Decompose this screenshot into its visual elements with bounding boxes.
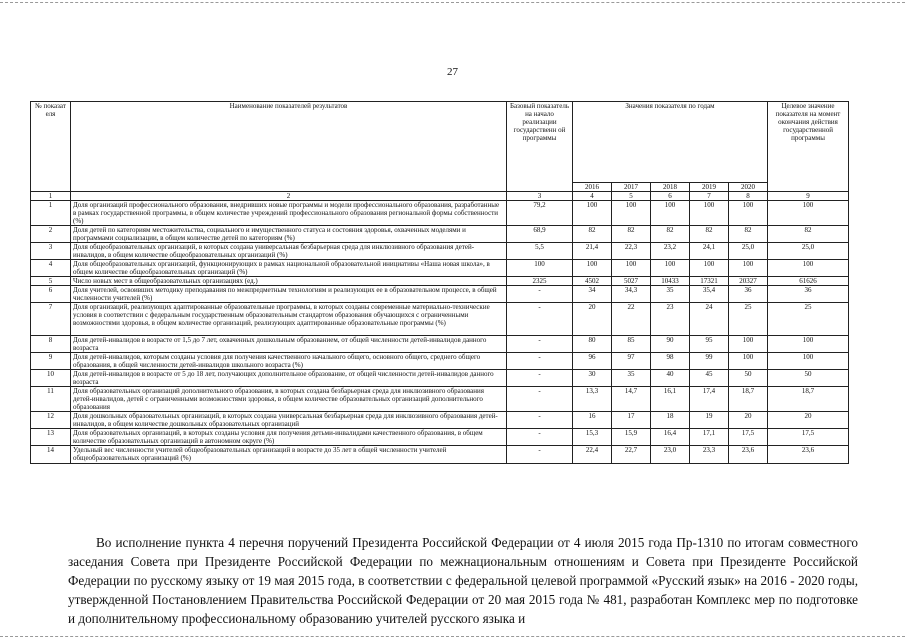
row-number: 8 <box>31 336 71 353</box>
indicator-name: Доля детей-инвалидов в возрасте от 5 до 18 лет, получающих дополнительное образование, от общей численности детей-инвалидов данного возраста <box>71 370 507 387</box>
indicator-name: Доля образовательных организаций дополнительного образования, в которых создана безбарьерная среда для инклюзивного образования детей-инвалидов, детей с ограниченными возможностями здоровья, в общем количестве образовательных организаций дополнительного образования <box>71 387 507 412</box>
value-2019: 45 <box>690 370 729 387</box>
value-2018: 16,4 <box>651 429 690 446</box>
base-value: - <box>507 286 573 303</box>
base-value: - <box>507 446 573 464</box>
target-value: 25 <box>768 303 849 336</box>
header-num: № показат еля <box>31 102 71 192</box>
body-paragraph: Во исполнение пункта 4 перечня поручений Президента Российской Федерации от 4 июля 2015 года Пр-1310 по итогам совместного заседания Совета при Президенте Российской Федерации по межнациональным отношениям и Совета при Президенте Российской Федерации по русскому языку от 19 мая 2015 года, в соответствии с федеральной целевой программой «Русский язык» на 2016 - 2020 годы, утвержденной Постановлением Правительства Российской Федерации от 20 мая 2015 года № 481, разработан Комплекс мер по подготовке и дополнительному профессиональному образованию учителей русского языка и <box>68 535 858 626</box>
column-number: 9 <box>768 192 849 201</box>
value-2016: 30 <box>573 370 612 387</box>
table-row <box>31 336 849 353</box>
indicator-name: Доля дошкольных образовательных организаций, в которых создана универсальная безбарьерная среда для инклюзивного образования детей-инвалидов, в общем количестве дошкольных образовательных организаций <box>71 412 507 429</box>
value-2017: 15,9 <box>612 429 651 446</box>
base-value: - <box>507 412 573 429</box>
value-2016: 15,3 <box>573 429 612 446</box>
value-2018: 35 <box>651 286 690 303</box>
value-2016: 22,4 <box>573 446 612 464</box>
indicator-name: Доля детей-инвалидов в возрасте от 1,5 до 7 лет, охваченных дошкольным образованием, от общей численности детей-инвалидов данного возраста <box>71 336 507 353</box>
table-row <box>31 201 849 226</box>
base-value: - <box>507 303 573 336</box>
indicator-name: Доля детей-инвалидов, которым созданы условия для получения качественного начального общего, основного общего, среднего общего образования, в общей численности детей-инвалидов школьного возраста (%) <box>71 353 507 370</box>
target-value: 18,7 <box>768 387 849 412</box>
row-number: 1 <box>31 201 71 226</box>
value-2020: 50 <box>729 370 768 387</box>
row-number: 4 <box>31 260 71 277</box>
target-value: 100 <box>768 336 849 353</box>
value-2019: 23,3 <box>690 446 729 464</box>
value-2020: 23,6 <box>729 446 768 464</box>
base-value: 79,2 <box>507 201 573 226</box>
table-row <box>31 260 849 277</box>
value-2018: 23 <box>651 303 690 336</box>
page-number: 27 <box>447 66 458 78</box>
value-2018: 100 <box>651 260 690 277</box>
value-2019: 24 <box>690 303 729 336</box>
indicator-name: Доля организаций, реализующих адаптированные образовательные программы, в которых созданы современные материально-технические условия в соответствии с федеральным государственным образовательным стандартом образования обучающихся с ограниченными возможностями здоровья, в общем количестве организаций, реализующих адаптированные образовательные программы (%) <box>71 303 507 336</box>
value-2017: 34,3 <box>612 286 651 303</box>
row-number: 12 <box>31 412 71 429</box>
base-value: 5,5 <box>507 243 573 260</box>
results-table <box>30 101 849 464</box>
indicator-name: Доля организаций профессионального образования, внедривших новые программы и модели профессионального образования, разработанные в рамках государственной программы, в общем количестве учреждений профессионального образования региональной формы собственности (%) <box>71 201 507 226</box>
value-2017: 22,3 <box>612 243 651 260</box>
value-2020: 100 <box>729 260 768 277</box>
table-row <box>31 370 849 387</box>
indicator-name: Доля образовательных организаций, в которых созданы условия для получения детьми-инвалидами качественного образования, в общем количестве образовательных организаций в автономном округе (%) <box>71 429 507 446</box>
row-number: 11 <box>31 387 71 412</box>
bottom-border <box>0 636 905 637</box>
value-2016: 20 <box>573 303 612 336</box>
value-2016: 4502 <box>573 277 612 286</box>
value-2017: 14,7 <box>612 387 651 412</box>
base-value: 100 <box>507 260 573 277</box>
value-2016: 16 <box>573 412 612 429</box>
table-row <box>31 226 849 243</box>
value-2018: 98 <box>651 353 690 370</box>
value-2017: 22,7 <box>612 446 651 464</box>
value-2018: 23,0 <box>651 446 690 464</box>
base-value: - <box>507 387 573 412</box>
value-2016: 96 <box>573 353 612 370</box>
value-2019: 99 <box>690 353 729 370</box>
target-value: 100 <box>768 260 849 277</box>
value-2018: 40 <box>651 370 690 387</box>
value-2017: 35 <box>612 370 651 387</box>
target-value: 20 <box>768 412 849 429</box>
indicator-name: Число новых мест в общеобразовательных организациях (ед.) <box>71 277 507 286</box>
header-year: 2020 <box>729 183 768 192</box>
target-value: 36 <box>768 286 849 303</box>
row-number: 10 <box>31 370 71 387</box>
value-2016: 13,3 <box>573 387 612 412</box>
value-2017: 82 <box>612 226 651 243</box>
row-number: 2 <box>31 226 71 243</box>
base-value: - <box>507 370 573 387</box>
base-value: 68,9 <box>507 226 573 243</box>
target-value: 100 <box>768 353 849 370</box>
target-value: 23,6 <box>768 446 849 464</box>
value-2016: 34 <box>573 286 612 303</box>
value-2020: 82 <box>729 226 768 243</box>
value-2020: 20 <box>729 412 768 429</box>
target-value: 61626 <box>768 277 849 286</box>
value-2019: 95 <box>690 336 729 353</box>
value-2020: 18,7 <box>729 387 768 412</box>
header-year: 2019 <box>690 183 729 192</box>
value-2018: 18 <box>651 412 690 429</box>
table-body <box>31 201 849 464</box>
value-2018: 16,1 <box>651 387 690 412</box>
header-year: 2016 <box>573 183 612 192</box>
value-2020: 100 <box>729 336 768 353</box>
header-name: Наименование показателей результатов <box>71 102 507 192</box>
column-number: 3 <box>507 192 573 201</box>
value-2017: 5027 <box>612 277 651 286</box>
value-2019: 24,1 <box>690 243 729 260</box>
table-row <box>31 243 849 260</box>
target-value: 100 <box>768 201 849 226</box>
column-number: 1 <box>31 192 71 201</box>
value-2016: 80 <box>573 336 612 353</box>
row-number: 5 <box>31 277 71 286</box>
column-number: 5 <box>612 192 651 201</box>
table-row <box>31 277 849 286</box>
target-value: 25,0 <box>768 243 849 260</box>
value-2016: 82 <box>573 226 612 243</box>
top-border <box>0 2 905 3</box>
header-target: Целевое значение показателя на момент окончания действия государственной программы <box>768 102 849 192</box>
value-2019: 100 <box>690 201 729 226</box>
base-value: 2325 <box>507 277 573 286</box>
indicator-name: Доля учителей, освоивших методику преподавания по межпредметным технологиям и реализующих ее в образовательном процессе, в общей численности учителей (%) <box>71 286 507 303</box>
value-2018: 10433 <box>651 277 690 286</box>
value-2020: 25,0 <box>729 243 768 260</box>
column-number: 2 <box>71 192 507 201</box>
table-row <box>31 353 849 370</box>
header-base: Базовый показатель на начало реализации государственн ой программы <box>507 102 573 192</box>
value-2016: 21,4 <box>573 243 612 260</box>
value-2020: 20327 <box>729 277 768 286</box>
value-2017: 22 <box>612 303 651 336</box>
indicator-name: Доля общеобразовательных организаций, функционирующих в рамках национальной образовательной инициативы «Наша новая школа», в общем количестве общеобразовательных организаций (%) <box>71 260 507 277</box>
indicator-name: Доля общеобразовательных организаций, в которых создана универсальная безбарьерная среда для инклюзивного образования детей-инвалидов, в общем количестве общеобразовательных организаций (%) <box>71 243 507 260</box>
row-number: 6 <box>31 286 71 303</box>
table-row <box>31 286 849 303</box>
table-row <box>31 412 849 429</box>
row-number: 9 <box>31 353 71 370</box>
value-2020: 100 <box>729 201 768 226</box>
value-2018: 100 <box>651 201 690 226</box>
value-2017: 85 <box>612 336 651 353</box>
indicator-name: Удельный вес численности учителей общеобразовательных организаций в возрасте до 35 лет в общей численности учителей общеобразовательных организаций (%) <box>71 446 507 464</box>
row-number: 7 <box>31 303 71 336</box>
value-2019: 17,1 <box>690 429 729 446</box>
value-2019: 100 <box>690 260 729 277</box>
value-2017: 17 <box>612 412 651 429</box>
table-row <box>31 446 849 464</box>
value-2019: 35,4 <box>690 286 729 303</box>
value-2020: 25 <box>729 303 768 336</box>
value-2018: 82 <box>651 226 690 243</box>
value-2018: 23,2 <box>651 243 690 260</box>
value-2019: 17321 <box>690 277 729 286</box>
indicator-name: Доля детей по категориям местожительства, социального и имущественного статуса и состояния здоровья, охваченных моделями и программами социализации, в общем количестве детей по категориям (%) <box>71 226 507 243</box>
target-value: 17,5 <box>768 429 849 446</box>
value-2019: 19 <box>690 412 729 429</box>
column-number: 8 <box>729 192 768 201</box>
value-2016: 100 <box>573 260 612 277</box>
column-number: 7 <box>690 192 729 201</box>
row-number: 3 <box>31 243 71 260</box>
table-row <box>31 429 849 446</box>
header-year: 2017 <box>612 183 651 192</box>
base-value: - <box>507 353 573 370</box>
table-row <box>31 387 849 412</box>
value-2016: 100 <box>573 201 612 226</box>
value-2020: 17,5 <box>729 429 768 446</box>
row-number: 13 <box>31 429 71 446</box>
base-value: - <box>507 429 573 446</box>
base-value: - <box>507 336 573 353</box>
target-value: 82 <box>768 226 849 243</box>
header-years-group: Значения показателя по годам <box>573 102 768 183</box>
target-value: 50 <box>768 370 849 387</box>
value-2017: 100 <box>612 260 651 277</box>
row-number: 14 <box>31 446 71 464</box>
column-number: 4 <box>573 192 612 201</box>
value-2018: 90 <box>651 336 690 353</box>
header-year: 2018 <box>651 183 690 192</box>
value-2020: 100 <box>729 353 768 370</box>
value-2017: 100 <box>612 201 651 226</box>
table-row <box>31 303 849 336</box>
value-2020: 36 <box>729 286 768 303</box>
value-2019: 17,4 <box>690 387 729 412</box>
value-2019: 82 <box>690 226 729 243</box>
column-number: 6 <box>651 192 690 201</box>
value-2017: 97 <box>612 353 651 370</box>
